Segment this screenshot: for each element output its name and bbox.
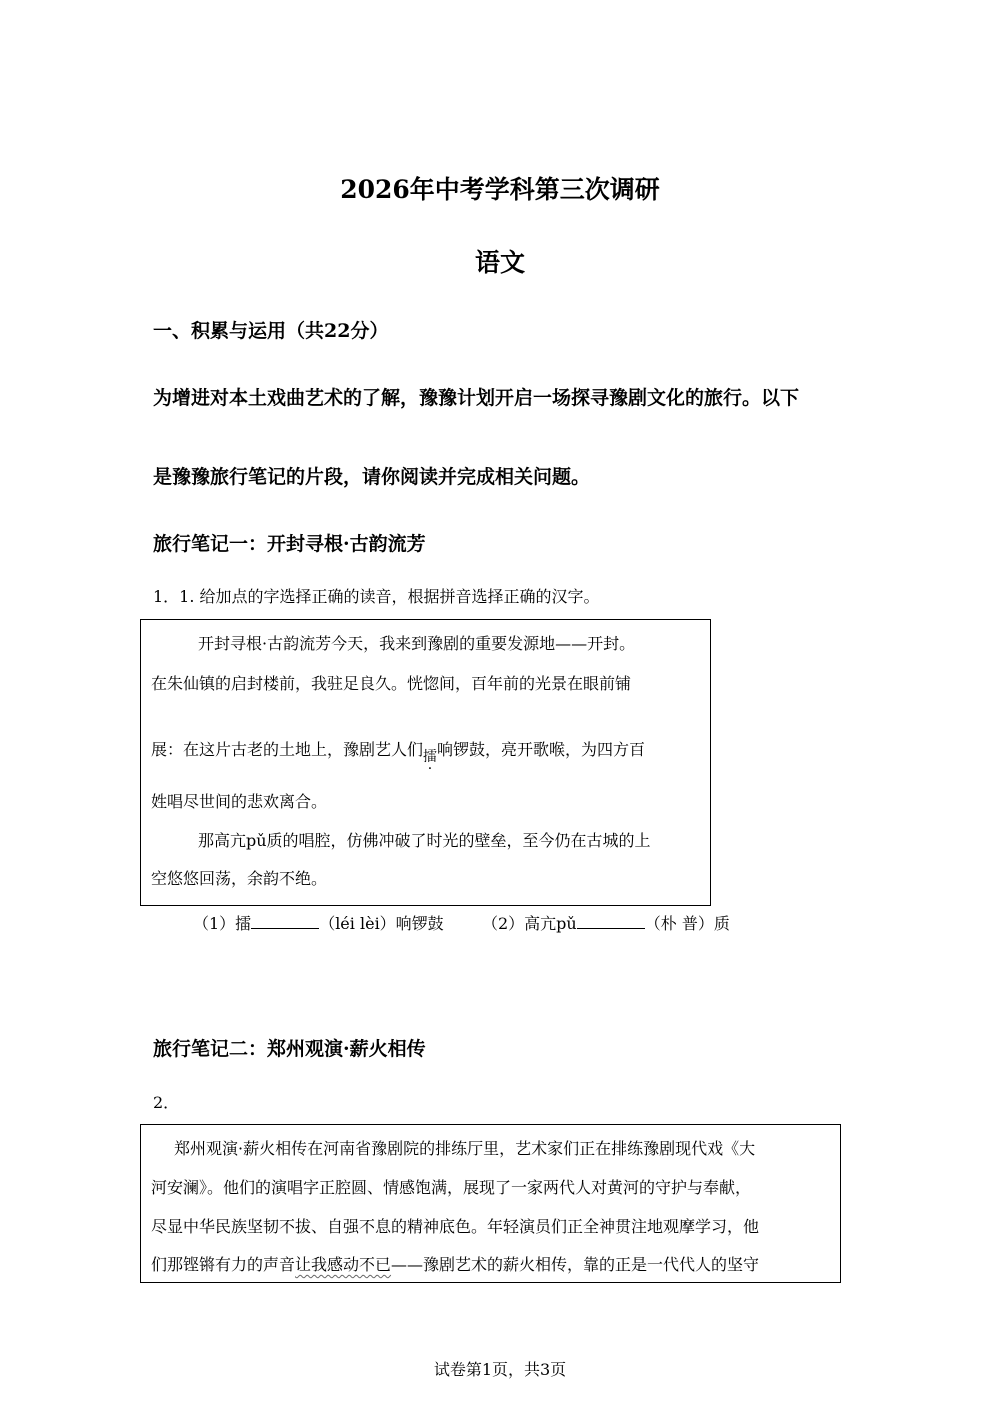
section-heading: 一、积累与运用（共22分）	[153, 320, 389, 342]
question-2: 2．	[153, 1093, 180, 1112]
wavy-underlined-text: 让我感动不已	[295, 1255, 392, 1274]
note2-heading: 旅行笔记二：郑州观演·薪火相传	[153, 1038, 426, 1060]
passage2-line-1: 郑州观演·薪火相传在河南省豫剧院的排练厅里，艺术家们正在排练豫剧现代戏《大	[174, 1139, 756, 1158]
sub-question-2: （2）高亢pǔ （朴 普）质	[482, 914, 730, 933]
sub-question-1: （1）擂 （léi lèi）响锣鼓	[193, 914, 444, 933]
passage2-line-4: 们那铿锵有力的声音让我感动不已——豫剧艺术的薪火相传，靠的正是一代代人的坚守	[151, 1255, 760, 1274]
passage1-line-2: 在朱仙镇的启封楼前，我驻足良久。恍惚间，百年前的光景在眼前铺	[151, 674, 632, 693]
page-footer: 试卷第1页，共3页	[433, 1360, 567, 1379]
passage2-line-2: 河安澜》。他们的演唱字正腔圆、情感饱满，展现了一家两代人对黄河的守护与奉献，	[151, 1178, 752, 1197]
passage2-line-3: 尽显中华民族坚韧不拔、自强不息的精神底色。年轻演员们正全神贯注地观摩学习，他	[151, 1217, 760, 1236]
passage1-line-3: 展：在这片古老的土地上，豫剧艺人们擂响锣鼓，亮开歌喉，为四方百	[151, 740, 646, 765]
passage1-line-6: 空悠悠回荡，余韵不绝。	[151, 869, 328, 888]
passage1-line-4: 姓唱尽世间的悲欢离合。	[151, 792, 328, 811]
intro-line-1: 为增进对本土戏曲艺术的了解，豫豫计划开启一场探寻豫剧文化的旅行。以下	[153, 387, 800, 409]
note1-heading: 旅行笔记一：开封寻根·古韵流芳	[153, 533, 426, 555]
question-1: 1．1. 给加点的字选择正确的读音，根据拼音选择正确的汉字。	[153, 587, 600, 606]
passage1-line-5: 那高亢pǔ质的唱腔，仿佛冲破了时光的壁垒，至今仍在古城的上	[198, 831, 651, 850]
exam-title: 2026年中考学科第三次调研	[340, 175, 660, 204]
subject-title: 语文	[474, 248, 525, 277]
dotted-char: 擂	[423, 749, 438, 765]
intro-line-2: 是豫豫旅行笔记的片段，请你阅读并完成相关问题。	[153, 466, 591, 488]
answer-blank-2[interactable]	[577, 914, 645, 929]
answer-blank-1[interactable]	[251, 914, 319, 929]
passage-box-2	[140, 1124, 841, 1283]
passage1-line-1: 开封寻根·古韵流芳今天，我来到豫剧的重要发源地——开封。	[198, 634, 636, 653]
passage-box-1	[140, 619, 711, 906]
